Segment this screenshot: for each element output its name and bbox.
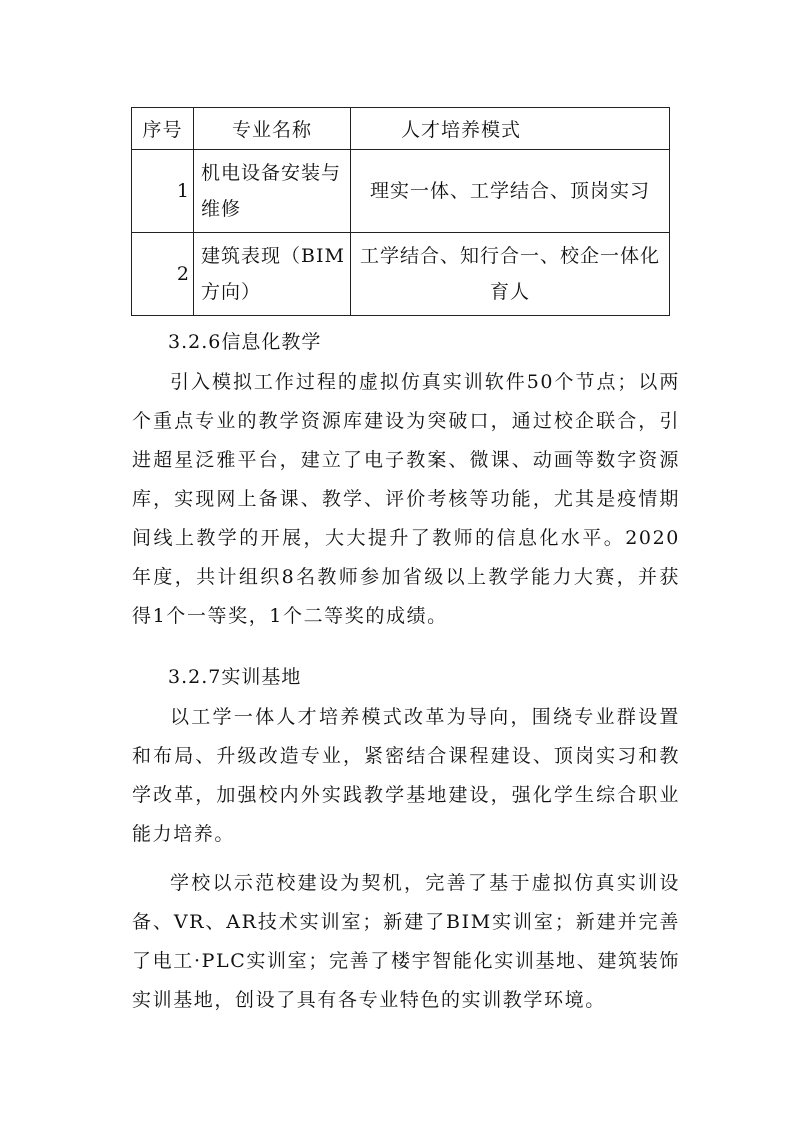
section-heading-3-2-6: 3.2.6信息化教学 bbox=[168, 331, 322, 353]
major-name-cell: 建筑表现（BIM方向） bbox=[194, 233, 351, 316]
header-cell-mode: 人才培养模式 bbox=[351, 108, 670, 150]
major-name-cell: 机电设备安装与维修 bbox=[194, 150, 351, 233]
program-table bbox=[131, 107, 670, 316]
section-paragraph-3-2-7-b: 学校以示范校建设为契机，完善了基于虚拟仿真实训设备、VR、AR技术实训室；新建了BIM实训室；新建并完善了电工·PLC实训室；完善了楼宇智能化实训基地、建筑装饰实训基地，创设了具有各专业特色的实训教学环境。 bbox=[132, 872, 680, 1011]
section-paragraph-3-2-7-a: 以工学一体人才培养模式改革为导向，围绕专业群设置和布局、升级改造专业，紧密结合课程建设、顶岗实习和教学改革，加强校内外实践教学基地建设，强化学生综合职业能力培养。 bbox=[132, 706, 680, 845]
training-mode-cell: 理实一体、工学结合、顶岗实习 bbox=[351, 150, 670, 233]
table-row bbox=[132, 233, 670, 316]
row-number-cell: 2 bbox=[132, 233, 194, 316]
section-paragraph-3-2-6: 引入模拟工作过程的虚拟仿真实训软件50个节点；以两个重点专业的教学资源库建设为突破口，通过校企联合，引进超星泛雅平台，建立了电子教案、微课、动画等数字资源库，实现网上备课、教学、评价考核等功能，尤其是疫情期间线上教学的开展，大大提升了教师的信息化水平。2020年度，共计组织8名教师参加省级以上教学能力大赛，并获得1个一等奖，1个二等奖的成绩。 bbox=[132, 371, 680, 627]
table-row bbox=[132, 150, 670, 233]
table-header-row bbox=[132, 108, 670, 150]
header-cell-name: 专业名称 bbox=[194, 108, 351, 150]
row-number-cell: 1 bbox=[132, 150, 194, 233]
section-heading-3-2-7: 3.2.7实训基地 bbox=[168, 666, 302, 688]
header-cell-no: 序号 bbox=[132, 108, 194, 150]
training-mode-cell: 工学结合、知行合一、校企一体化育人 bbox=[351, 233, 670, 316]
